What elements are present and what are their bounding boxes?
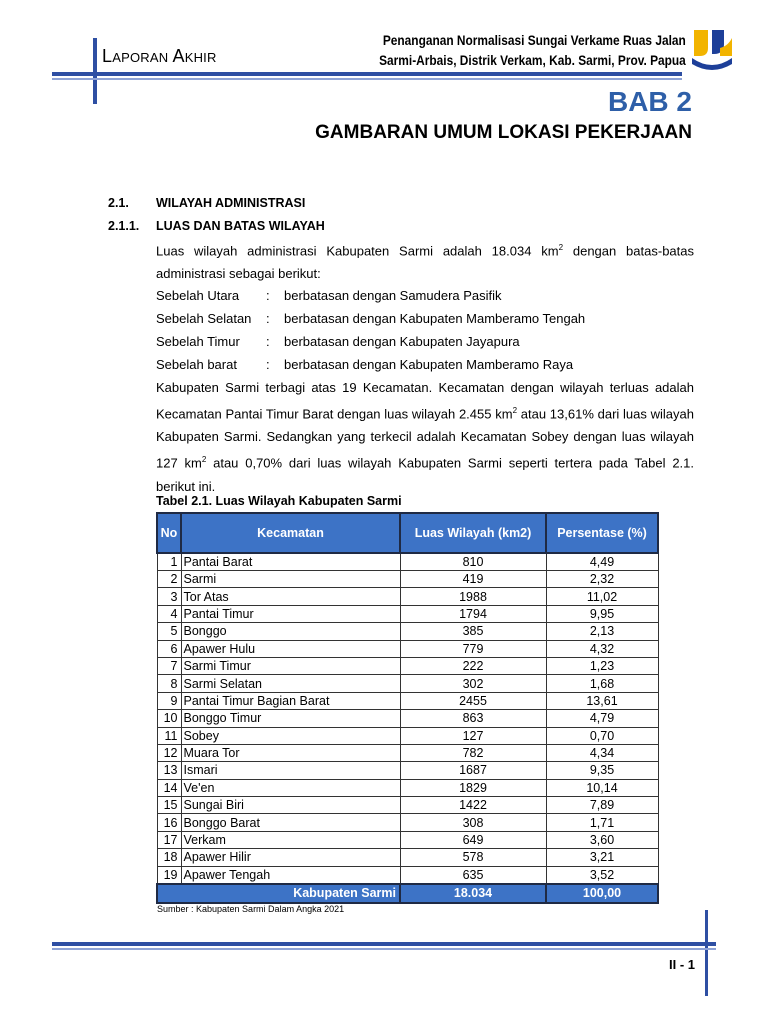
table-row <box>157 727 658 744</box>
cell-percent: 7,89 <box>546 797 658 814</box>
footer-vertical-rule <box>705 910 708 996</box>
col-header-percent: Persentase (%) <box>546 513 658 553</box>
table-row <box>157 849 658 866</box>
cell-area: 1988 <box>400 588 546 605</box>
border-south: Sebelah Selatan : berbatasan dengan Kabupaten Mamberamo Tengah <box>156 311 586 326</box>
cell-area: 419 <box>400 571 546 588</box>
table-row <box>157 744 658 761</box>
cell-percent: 4,79 <box>546 710 658 727</box>
cell-kecamatan: Pantai Timur <box>181 605 400 622</box>
cell-area: 1829 <box>400 779 546 796</box>
table-header-row <box>157 513 658 553</box>
table-row <box>157 571 658 588</box>
page-number: II - 1 <box>669 957 696 972</box>
cell-kecamatan: Ismari <box>181 762 400 779</box>
cell-percent: 9,35 <box>546 762 658 779</box>
table-row <box>157 762 658 779</box>
table-row <box>157 779 658 796</box>
cell-percent: 3,60 <box>546 831 658 848</box>
report-label: Laporan Akhir <box>102 46 217 66</box>
table-row <box>157 831 658 848</box>
cell-no: 14 <box>157 779 181 796</box>
area-table <box>156 512 659 904</box>
table-row <box>157 640 658 657</box>
cell-no: 17 <box>157 831 181 848</box>
table-row <box>157 692 658 709</box>
cell-no: 5 <box>157 623 181 640</box>
cell-no: 9 <box>157 692 181 709</box>
footer-horizontal-rule-thin <box>52 948 716 950</box>
cell-area: 127 <box>400 727 546 744</box>
total-label: Kabupaten Sarmi <box>157 884 400 903</box>
cell-no: 2 <box>157 571 181 588</box>
pupr-logo-icon <box>690 26 734 72</box>
col-header-area: Luas Wilayah (km2) <box>400 513 546 553</box>
cell-percent: 4,34 <box>546 744 658 761</box>
table-caption: Tabel 2.1. Luas Wilayah Kabupaten Sarmi <box>156 494 402 508</box>
cell-percent: 10,14 <box>546 779 658 796</box>
table-row <box>157 657 658 674</box>
cell-no: 19 <box>157 866 181 884</box>
cell-kecamatan: Sarmi Selatan <box>181 675 400 692</box>
cell-kecamatan: Pantai Timur Bagian Barat <box>181 692 400 709</box>
cell-kecamatan: Sarmi Timur <box>181 657 400 674</box>
cell-no: 8 <box>157 675 181 692</box>
cell-kecamatan: Tor Atas <box>181 588 400 605</box>
cell-kecamatan: Bonggo <box>181 623 400 640</box>
cell-kecamatan: Sobey <box>181 727 400 744</box>
cell-percent: 11,02 <box>546 588 658 605</box>
cell-kecamatan: Apawer Tengah <box>181 866 400 884</box>
cell-no: 11 <box>157 727 181 744</box>
cell-kecamatan: Sarmi <box>181 571 400 588</box>
table-row <box>157 814 658 831</box>
project-title <box>379 30 686 70</box>
cell-percent: 9,95 <box>546 605 658 622</box>
cell-no: 10 <box>157 710 181 727</box>
project-title-line2: Sarmi-Arbais, Distrik Verkam, Kab. Sarmi, Prov. Papua <box>379 52 686 68</box>
cell-percent: 2,32 <box>546 571 658 588</box>
chapter-number: BAB 2 <box>607 86 692 117</box>
cell-area: 1794 <box>400 605 546 622</box>
cell-no: 16 <box>157 814 181 831</box>
cell-kecamatan: Apawer Hilir <box>181 849 400 866</box>
cell-area: 782 <box>400 744 546 761</box>
cell-area: 863 <box>400 710 546 727</box>
cell-percent: 1,68 <box>546 675 658 692</box>
header-horizontal-rule <box>52 72 682 76</box>
section-number: 2.1.1. <box>108 219 140 233</box>
total-percent: 100,00 <box>546 884 658 903</box>
cell-no: 18 <box>157 849 181 866</box>
section-title: WILAYAH ADMINISTRASI <box>156 196 306 210</box>
cell-no: 12 <box>157 744 181 761</box>
table-row <box>157 710 658 727</box>
table-row <box>157 553 658 571</box>
cell-area: 810 <box>400 553 546 571</box>
cell-area: 308 <box>400 814 546 831</box>
table-row <box>157 605 658 622</box>
footer-horizontal-rule <box>52 942 716 946</box>
total-area: 18.034 <box>400 884 546 903</box>
cell-percent: 13,61 <box>546 692 658 709</box>
cell-no: 1 <box>157 553 181 571</box>
cell-no: 6 <box>157 640 181 657</box>
cell-area: 1422 <box>400 797 546 814</box>
cell-kecamatan: Bonggo Barat <box>181 814 400 831</box>
table-row <box>157 588 658 605</box>
header-vertical-rule <box>93 38 97 104</box>
cell-kecamatan: Bonggo Timur <box>181 710 400 727</box>
cell-no: 15 <box>157 797 181 814</box>
cell-area: 635 <box>400 866 546 884</box>
cell-kecamatan: Ve'en <box>181 779 400 796</box>
section-number: 2.1. <box>108 196 129 210</box>
cell-kecamatan: Apawer Hulu <box>181 640 400 657</box>
cell-no: 7 <box>157 657 181 674</box>
col-header-no: No <box>157 513 181 553</box>
section-title: LUAS DAN BATAS WILAYAH <box>156 219 325 233</box>
table-row <box>157 675 658 692</box>
table-row <box>157 623 658 640</box>
cell-area: 385 <box>400 623 546 640</box>
cell-area: 2455 <box>400 692 546 709</box>
cell-no: 13 <box>157 762 181 779</box>
cell-percent: 2,13 <box>546 623 658 640</box>
chapter-title: GAMBARAN UMUM LOKASI PEKERJAAN <box>315 122 692 143</box>
cell-area: 222 <box>400 657 546 674</box>
col-header-kecamatan: Kecamatan <box>181 513 400 553</box>
cell-percent: 4,49 <box>546 553 658 571</box>
project-title-line1: Penanganan Normalisasi Sungai Verkame Ruas Jalan <box>383 32 686 48</box>
table-row <box>157 797 658 814</box>
cell-area: 1687 <box>400 762 546 779</box>
border-west: Sebelah barat : berbatasan dengan Kabupaten Mamberamo Raya <box>156 357 574 372</box>
intro-paragraph: Luas wilayah administrasi Kabupaten Sarmi adalah 18.034 $km^2$ dengan batas-batas administrasi sebagai berikut: <box>156 243 694 282</box>
cell-area: 779 <box>400 640 546 657</box>
body-paragraph: Kabupaten Sarmi terbagi atas 19 Kecamatan. Kecamatan dengan wilayah terluas adalah Kecamatan Pantai Timur Barat dengan luas wilayah 2.455 $km^2$ atau 13,61% dari luas wilayah Kabupaten Sarmi. Sedangkan yang terkecil adalah Kecamatan Sobey dengan luas wilayah 127 $km^2$ atau 0,70% dari luas wilayah Kabupaten Sarmi seperti tertera pada Tabel 2.1. berikut ini. <box>156 380 694 494</box>
cell-percent: 1,23 <box>546 657 658 674</box>
cell-area: 649 <box>400 831 546 848</box>
header-horizontal-rule-thin <box>52 78 682 80</box>
cell-kecamatan: Muara Tor <box>181 744 400 761</box>
table-source: Sumber : Kabupaten Sarmi Dalam Angka 2021 <box>157 904 345 914</box>
cell-no: 3 <box>157 588 181 605</box>
table-row <box>157 866 658 884</box>
cell-percent: 3,21 <box>546 849 658 866</box>
cell-area: 578 <box>400 849 546 866</box>
cell-area: 302 <box>400 675 546 692</box>
cell-percent: 3,52 <box>546 866 658 884</box>
cell-kecamatan: Pantai Barat <box>181 553 400 571</box>
cell-percent: 4,32 <box>546 640 658 657</box>
cell-kecamatan: Verkam <box>181 831 400 848</box>
cell-percent: 1,71 <box>546 814 658 831</box>
cell-no: 4 <box>157 605 181 622</box>
cell-percent: 0,70 <box>546 727 658 744</box>
table-total-row <box>157 884 658 903</box>
border-east: Sebelah Timur : berbatasan dengan Kabupaten Jayapura <box>156 334 520 349</box>
border-north: Sebelah Utara : berbatasan dengan Samudera Pasifik <box>156 288 502 303</box>
cell-kecamatan: Sungai Biri <box>181 797 400 814</box>
